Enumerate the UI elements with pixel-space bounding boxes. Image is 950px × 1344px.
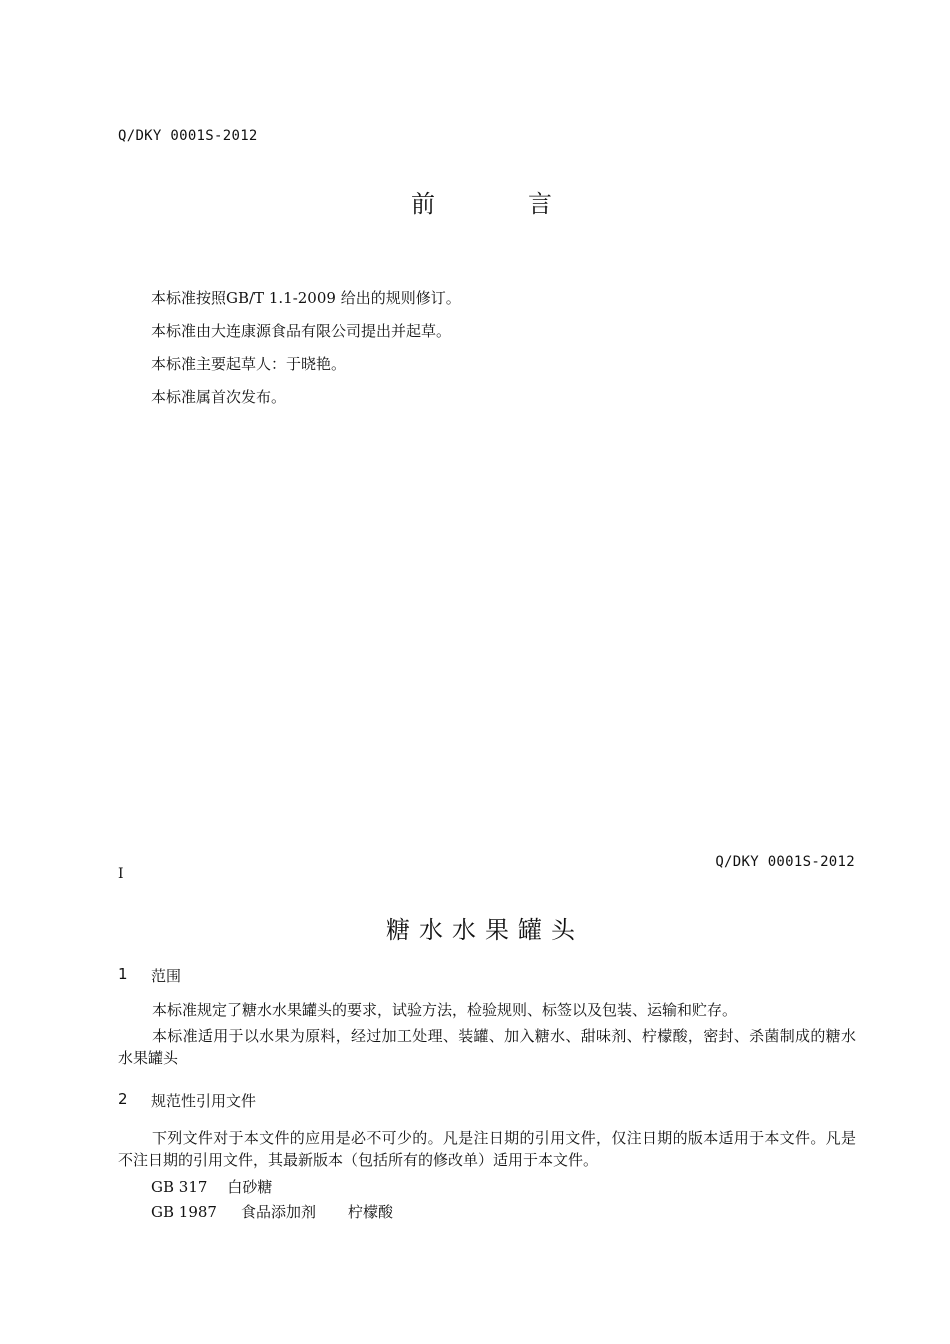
section-number: 2 (118, 1090, 128, 1108)
foreword-paragraph: 本标准由大连康源食品有限公司提出并起草。 (151, 322, 452, 340)
header-standard-number: Q/DKY 0001S-2012 (118, 128, 258, 144)
reference-item (151, 1202, 393, 1222)
header-standard-number: Q/DKY 0001S-2012 (715, 854, 855, 870)
reference-code: GB 317 (151, 1178, 208, 1196)
reference-extra: 柠檬酸 (347, 1203, 393, 1221)
reference-name: 白砂糖 (227, 1178, 273, 1196)
section-paragraph: 本标准规定了糖水水果罐头的要求，试验方法，检验规则、标签以及包装、运输和贮存。 (152, 1001, 738, 1019)
foreword-title-char-1: 前 (411, 190, 435, 218)
foreword-paragraph: 本标准主要起草人：于晓艳。 (151, 355, 347, 373)
reference-name: 食品添加剂 (240, 1203, 316, 1221)
foreword-paragraph: 本标准按照GB/T 1.1-2009 给出的规则修订。 (151, 289, 461, 307)
section-paragraph: 本标准适用于以水果为原料，经过加工处理、装罐、加入糖水、甜味剂、柠檬酸，密封、杀菌制成的糖水水果罐头 (118, 1027, 856, 1067)
page-number: I (118, 866, 124, 882)
section-title: 规范性引用文件 (151, 1092, 257, 1110)
foreword-title-char-2: 言 (528, 190, 552, 218)
foreword-paragraph: 本标准属首次发布。 (151, 388, 287, 406)
reference-code: GB 1987 (151, 1203, 217, 1221)
section-paragraph: 下列文件对于本文件的应用是必不可少的。凡是注日期的引用文件，仅注日期的版本适用于本文件。凡是不注日期的引用文件，其最新版本（包括所有的修改单）适用于本文件。 (118, 1129, 856, 1169)
reference-item (151, 1177, 272, 1197)
document-title: 糖水水果罐头 (386, 916, 584, 944)
section-number: 1 (118, 965, 128, 983)
section-title: 范围 (151, 967, 182, 985)
